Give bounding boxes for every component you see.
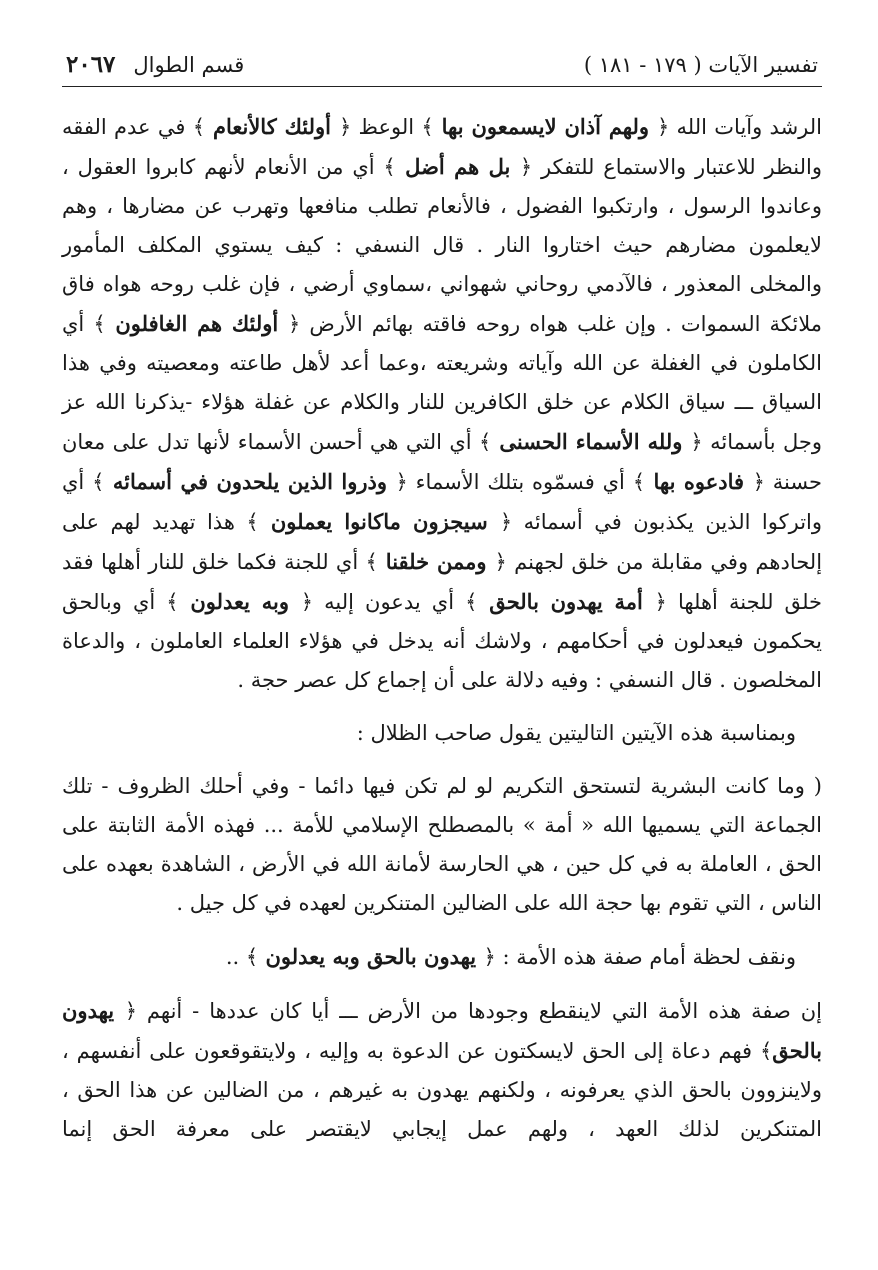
commentary-text: في عدم الفقه والنظر للاعتبار والاستماع للتفكر: [62, 115, 822, 179]
bracket-close: ﴾: [93, 312, 106, 336]
bracket-open: ﴿: [300, 590, 314, 614]
bracket-open: ﴿: [654, 590, 667, 614]
verse-quote: [383, 154, 532, 179]
bracket-close: ﴾: [92, 470, 105, 494]
verse-text: يهدون بالحق: [62, 998, 822, 1063]
verse-text: وذروا الذين يلحدون في أسمائه: [112, 469, 388, 494]
commentary-text: أي فسمّوه بتلك الأسماء: [407, 470, 633, 494]
bracket-open: ﴿: [124, 999, 137, 1023]
commentary-text: أي التي هي أحسن الأسماء لأنها تدل على معان حسنة: [62, 430, 823, 494]
paragraph-quotation: ( وما كانت البشرية لتستحق التكريم لو لم تكن فيها دائما - وفي أحلك الظروف - تلك الجماعة التي يسميها الله « أمة » بالمصطلح الإسلامي للأمة ... فهذه الأمة الثابتة على الحق ، العاملة به في كل حين ، هي الحارسة لأمانة الله في الأرض ، الشاهدة بعهده على الناس ، التي تقوم بها حجة الله على الضالين المتنكرين لعهده في كل جيل .: [62, 774, 822, 915]
header-title: تفسير الآيات ( ١٧٩ - ١٨١ ): [583, 53, 818, 77]
page-number: ٢٠٦٧: [66, 51, 116, 78]
verse-text: وممن خلقنا: [385, 549, 487, 574]
bracket-close: ﴾: [479, 430, 492, 454]
page-body: [62, 107, 822, 1149]
bracket-close: ﴾: [465, 590, 478, 614]
bracket-close: ﴾: [759, 1039, 773, 1063]
commentary-text: إن صفة هذه الأمة التي لاينقطع وجودها من الأرض ـــ أيا كان عددها - أنهم: [137, 999, 822, 1023]
verse-text: ولهم آذان لايسمعون بها: [441, 114, 650, 139]
verse-quote: [93, 311, 300, 336]
bracket-close: ﴾: [365, 550, 378, 574]
bracket-close: ﴾: [192, 115, 206, 139]
header-section: قسم الطوال: [133, 53, 245, 77]
paragraph-commentary: [62, 107, 822, 700]
commentary-text: الرشد وآيات الله: [669, 115, 822, 139]
commentary-text: أي من الأنعام لأنهم كابروا العقول ، وعاندوا الرسول ، وارتكبوا الفضول ، فالأنعام تطلب منافعها وتهرب عن مضارها ، وهم لايعلمون مضارهم حيث اختاروا النار . قال النسفي : كيف يستوي المكلف المأمور والمخلى المعذور ، فالآدمي روحاني شهواني ،سماوي أرضي ، فإن غلب روحه هواه فاق ملائكة السموات . وإن غلب هواه روحه فاقته بهائم الأرض: [62, 155, 823, 336]
verse-text: أولئك كالأنعام: [212, 114, 332, 139]
bracket-open: ﴿: [338, 115, 352, 139]
verse-text: وبه يعدلون: [190, 589, 289, 614]
verse-text: ولله الأسماء الحسنى: [499, 429, 683, 454]
verse-quote: [92, 469, 408, 494]
verse-text: أولئك هم الغافلون: [115, 311, 279, 336]
bracket-open: ﴿: [483, 945, 496, 969]
verse-text: سيجزون ماكانوا يعملون: [270, 509, 488, 534]
verse-quote: [366, 549, 507, 574]
verse-text: فادعوه بها: [653, 469, 745, 494]
commentary-text: أي واتركوا الذين يكذبون في أسمائه: [62, 470, 823, 534]
commentary-text: الوعظ: [351, 115, 422, 139]
commentary-text: فهم دعاة إلى الحق لايسكتون عن الدعوة به وإليه ، ولايتقوقعون على أنفسهم ، ولاينزوون بالحق الذي يعرفونه ، ولكنهم يهدون به غيرهم ، من الضالين عن هذا الحق ، المتنكرين لذلك العهد ، ولهم عمل إيجابي لايقتصر على معرفة الحق إنما: [62, 1039, 822, 1141]
paragraph-intro-quote: وبمناسبة هذه الآيتين التاليتين يقول صاحب الظلال :: [356, 721, 796, 745]
commentary-text: أي الكاملون في الغفلة عن الله وآياته وشريعته ،وعما أعد لأهل طاعته ومعصيته وفي هذا السياق ـــ سياق الكلام عن خلق الكافرين للنار والكلام عن غفلة هؤلاء -يذكرنا الله عز وجل بأسمائه: [62, 312, 823, 454]
commentary-text: ونقف لحظة أمام صفة هذه الأمة :: [495, 945, 796, 969]
commentary-text: أي للجنة فكما خلق للنار أهلها فقد خلق للجنة أهلها: [62, 550, 823, 614]
bracket-open: ﴿: [499, 510, 513, 534]
verse-text: بل هم أضل: [405, 154, 511, 179]
bracket-open: ﴿: [656, 115, 670, 139]
bracket-close: ﴾: [632, 470, 646, 494]
commentary-text: ..: [225, 945, 246, 969]
verse-quote: [193, 114, 352, 139]
paragraph-pause: [62, 937, 822, 977]
bracket-open: ﴿: [690, 430, 703, 454]
verse-quote: [246, 509, 512, 534]
bracket-close: ﴾: [246, 510, 259, 534]
bracket-close: ﴾: [383, 155, 396, 179]
bracket-open: ﴿: [287, 312, 301, 336]
bracket-open: ﴿: [494, 550, 507, 574]
commentary-text: هذا تهديد لهم على إلحادهم وفي مقابلة من خلق لجهنم: [62, 510, 823, 574]
bracket-close: ﴾: [245, 945, 259, 969]
book-page: [62, 50, 822, 1149]
verse-quote: [246, 944, 496, 969]
bracket-open: ﴿: [752, 470, 765, 494]
commentary-text: أي وبالحق يحكمون فيعدلون في أحكامهم ، ولاشك أنه يدخل في هؤلاء العلماء العاملون ، والدعاة المخلصون . قال النسفي : وفيه دلالة على أن إجماع كل عصر حجة .: [62, 590, 822, 692]
verse-quote: [479, 429, 703, 454]
verse-quote: [421, 114, 669, 139]
verse-text: يهدون بالحق وبه يعدلون: [265, 944, 477, 969]
bracket-open: ﴿: [519, 155, 533, 179]
commentary-text: أي يدعون إليه: [313, 590, 466, 614]
header-left-group: [66, 50, 244, 80]
verse-quote: [465, 589, 667, 614]
paragraph-description: [62, 991, 822, 1149]
verse-text: أمة يهدون بالحق: [489, 589, 643, 614]
bracket-close: ﴾: [421, 115, 434, 139]
bracket-open: ﴿: [395, 470, 408, 494]
bracket-close: ﴾: [166, 590, 179, 614]
running-header: [62, 50, 822, 87]
verse-quote: [166, 589, 313, 614]
verse-quote: [633, 469, 765, 494]
